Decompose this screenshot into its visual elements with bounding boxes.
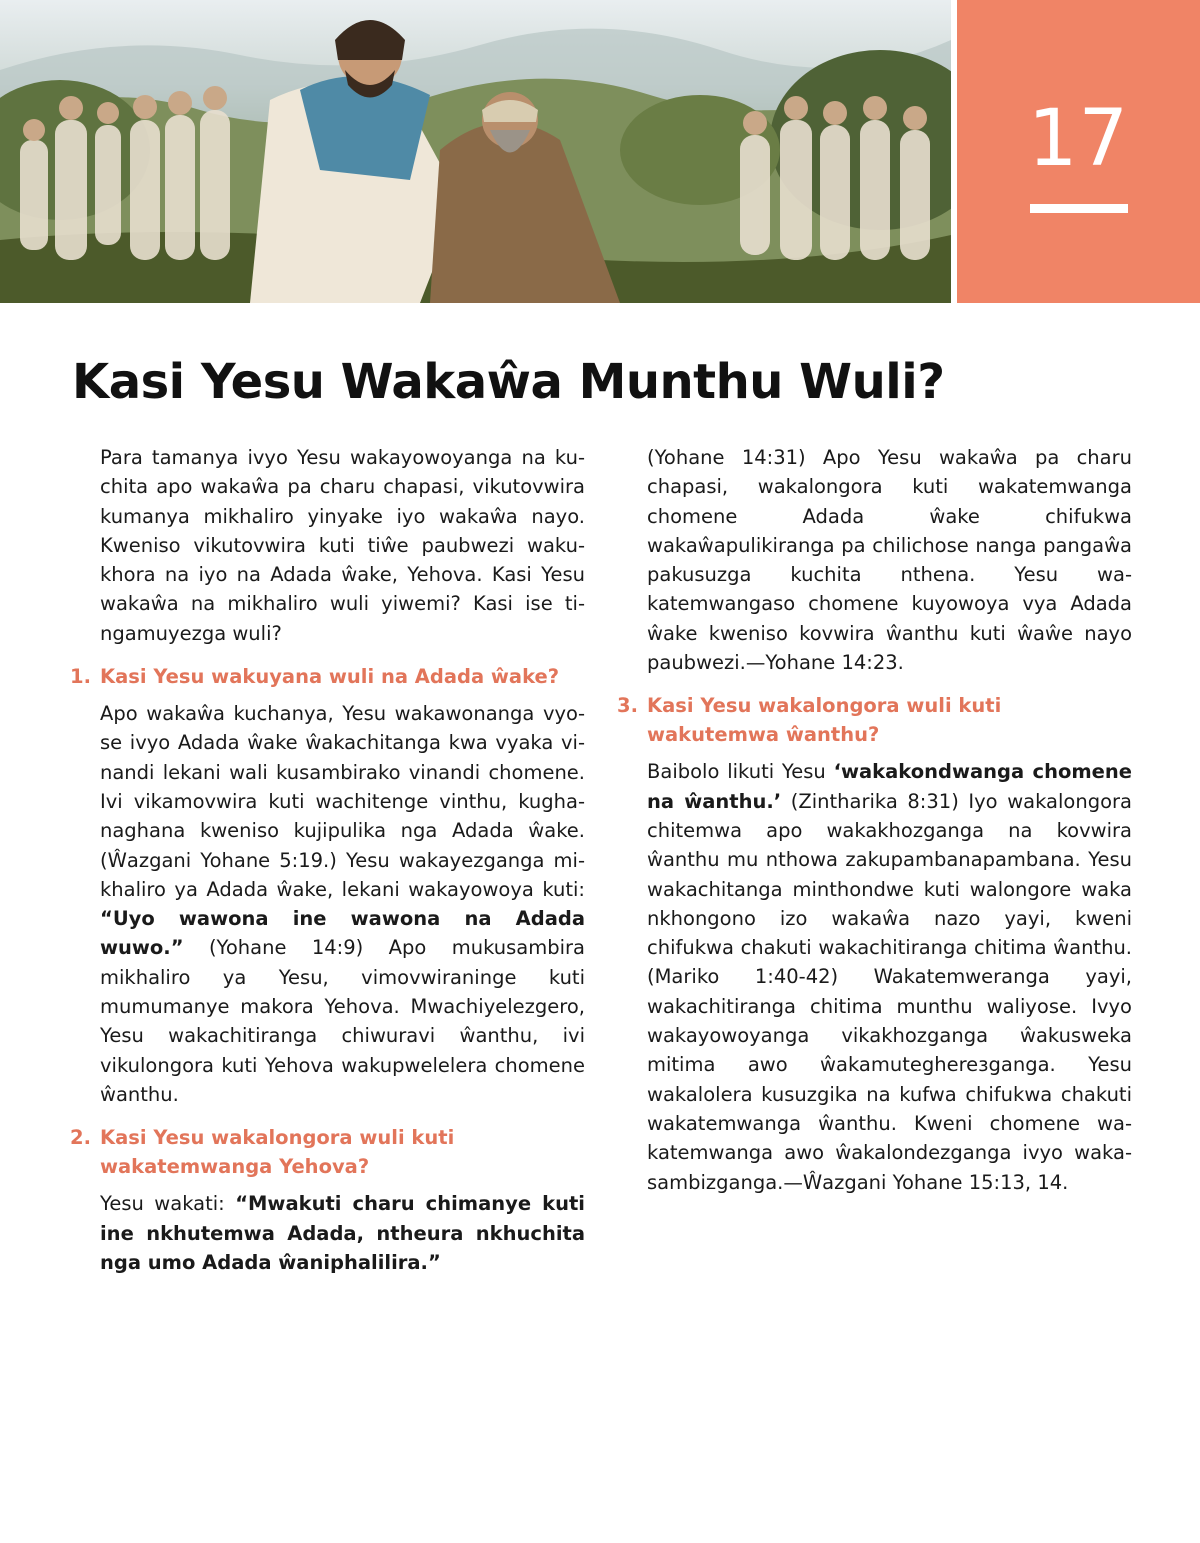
- section-3-text-b: (Zintharika 8:31) Iyo wakalongora chitemwa apo wakakhozganga na kovwira ŵanthu mu nthowa zakupambanapambana. Yesu wakachitanga minthondwe kuti walongore waka nkhongono izo wakaŵa nazo yayi, kweni chifukwa chakuti wakachitiranga chitima ŵanthu. (Mariko 1:40-42) Wakatemweranga yayi, wakachitiranga chitima munthu waliyose. Ivyo wakayowoyanga vikakhozganga ŵakusweka mitima awo ŵakamuteghereзganga. Yesu wakalolera kusuzgika na kufwa chifukwa chakuti wakatemwanga ŵanthu. Kweni chomene wakatemwanga awo ŵakalondezganga ivyo wakasambizganga.—Ŵazgani Yohane 15:13, 14.: [647, 789, 1132, 1194]
- section-3-question: Kasi Yesu wakalongora wuli kuti wakutemwa ŵanthu?: [647, 694, 1002, 747]
- badge-divider: [1030, 204, 1128, 213]
- section-2-text-b: (Yohane 14:31) Apo Yesu wakaŵa pa charu chapasi, wakalongora kuti wakatemwanga chomene Adada ŵake chifukwa wakaŵapulikiranga pa chilichose nanga pangaŵa pakusuzga kuchita nthena. Yesu wakatemwangaso chomene kuyowoya vya Adada ŵake kweniso kovwira ŵanthu kuti ŵaŵe nayo paubwezi.—Yohane 14:23.: [647, 446, 1132, 675]
- section-2-heading: [70, 1123, 585, 1181]
- hero-illustration: [0, 0, 951, 303]
- section-2-quote: “Mwakuti charu chimanye kuti ine nkhutemwa Adada, ntheura nkhuchita nga umo Adada ŵaniphalilira.”: [100, 1192, 585, 1274]
- section-1-body: [100, 699, 585, 1109]
- left-column: [70, 443, 585, 1277]
- section-1-text-a: Apo wakaŵa kuchanya, Yesu wakawonanga vyose ivyo Adada ŵake ŵakachitanga kwa vyaka vinandi lekani wali kusambirako vinandi chomene. Ivi vikamovwira kuti wachitenge vinthu, kughanaghana kweniso kujipulika nga Adada ŵake. (Ŵazgani Yohane 5:19.) Yesu wakayezganga mikhaliro ya Adada ŵake, lekani wakayowoya kuti:: [100, 702, 585, 901]
- right-column: [617, 443, 1132, 1197]
- section-1-heading: [70, 662, 585, 691]
- section-3-heading: [617, 691, 1132, 749]
- lesson-number: 17: [1027, 94, 1130, 184]
- intro-paragraph: Para tamanya ivyo Yesu wakayowoyanga na kuchita apo wakaŵa pa charu chapasi, vikutovwira kumanya mikhaliro yinyake iyo wakaŵa nayo. Kweniso vikutovwira kuti tiŵe paubwezi wakukhora na iyo na Adada ŵake, Yehova. Kasi Yesu wakaŵa na mikhaliro wuli yiwemi? Kasi ise tingamuyezga wuli?: [100, 446, 585, 645]
- section-3-quote: ‘wakakondwanga chomene na ŵanthu.’: [647, 760, 1132, 813]
- section-2-text-a: Yesu wakati:: [100, 1192, 236, 1216]
- section-2-number: 2.: [70, 1126, 91, 1150]
- section-1-question: Kasi Yesu wakuyana wuli na Adada ŵake?: [100, 665, 560, 689]
- section-3-body: [647, 757, 1132, 1196]
- section-1-number: 1.: [70, 665, 91, 689]
- section-1-text-b: (Yohane 14:9) Apo mukusambira mikhaliro ya Yesu, vimovwiraninge kuti mumumanye makora Yehova. Mwachiyelezgero, Yesu wakachitiranga chiwuravi ŵanthu, ivi vikulongora kuti Yehova wakupwelelera chomene ŵanthu.: [100, 936, 585, 1106]
- section-3-number: 3.: [617, 694, 638, 718]
- page-title: Kasi Yesu Wakaŵa Munthu Wuli?: [72, 354, 945, 410]
- hero-scene: [0, 0, 951, 303]
- section-3-text-a: Baibolo likuti Yesu: [647, 760, 834, 784]
- section-2-question: Kasi Yesu wakalongora wuli kuti wakatemwanga Yehova?: [100, 1126, 455, 1179]
- lesson-number-badge: [957, 0, 1200, 303]
- section-2-body-continued: [647, 443, 1132, 677]
- section-2-body-start: [100, 1189, 585, 1277]
- section-1-quote: “Uyo wawona ine wawona na Adada wuwo.”: [100, 907, 585, 960]
